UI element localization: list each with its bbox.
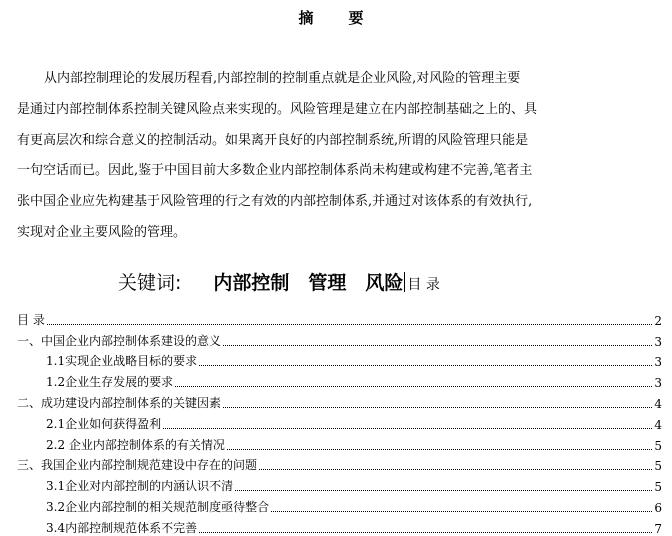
toc-entry-title: 二、成功建设内部控制体系的关键因素: [17, 395, 222, 410]
toc-leader: [163, 428, 652, 429]
toc-entry[interactable]: [17, 494, 662, 515]
abstract-line: 张中国企业应先构建基于风险管理的行之有效的内部控制体系,并通过对该体系的有效执行,: [17, 194, 533, 210]
toc-entry-title: 3.2企业内部控制的相关规范制度亟待整合: [46, 499, 270, 514]
toc-entry[interactable]: [17, 473, 662, 494]
toc-leader: [47, 324, 652, 325]
toc-entry[interactable]: [17, 453, 662, 474]
toc-entry-title: 2.1企业如何获得盈利: [46, 416, 162, 431]
toc-entry[interactable]: [17, 411, 662, 432]
toc-entry-title: 目 录: [17, 312, 45, 327]
toc-leader: [271, 511, 652, 512]
toc-leader: [175, 386, 652, 387]
toc-entry[interactable]: [17, 515, 662, 536]
keywords-label: 关键词:: [118, 272, 182, 294]
toc-entry-page: 5: [654, 459, 662, 474]
toc-entry-title: 1.1实现企业战略目标的要求: [46, 354, 198, 369]
toc-entry-page: 3: [654, 376, 662, 391]
toc-leader: [223, 407, 652, 408]
toc-leader: [235, 490, 652, 491]
abstract-line: 是通过内部控制体系控制关键风险点来实现的。风险管理是建立在内部控制基础之上的、具: [17, 101, 538, 117]
abstract-line: 一句空话而已。因此,鉴于中国目前大多数企业内部控制体系尚未构建或构建不完善,笔者主: [17, 163, 533, 179]
toc-leader: [259, 469, 652, 470]
toc-entry[interactable]: [17, 390, 662, 411]
toc-entry-page: 4: [654, 417, 662, 432]
toc-leader: [223, 345, 652, 346]
toc-entry[interactable]: [17, 432, 662, 453]
toc-entry-title: 2.2 企业内部控制体系的有关情况: [46, 437, 225, 452]
toc-heading-inline: 目 录: [407, 277, 440, 293]
toc-leader: [199, 365, 652, 366]
toc-entry[interactable]: [17, 307, 662, 328]
toc-leader: [199, 532, 652, 533]
toc-entry-title: 3.4内部控制规范体系不完善: [46, 520, 198, 535]
toc-entry[interactable]: [17, 328, 662, 349]
toc-entry-page: 6: [654, 500, 662, 515]
toc-entry-page: 3: [654, 355, 662, 370]
toc-entry-page: 3: [654, 334, 662, 349]
abstract-line: 有更高层次和综合意义的控制活动。如果离开良好的内部控制系统,所谓的风险管理只能是: [17, 132, 529, 148]
keywords-values: 内部控制 管理 风险: [213, 272, 404, 294]
abstract-line: 从内部控制理论的发展历程看,内部控制的控制重点就是企业风险,对风险的管理主要: [44, 71, 521, 86]
toc-entry-page: 5: [654, 480, 662, 495]
toc-entry-page: 5: [654, 438, 662, 453]
abstract-line: 实现对企业主要风险的管理。: [17, 224, 187, 240]
toc-entry-page: 7: [654, 521, 662, 536]
toc-entry-title: 一、中国企业内部控制体系建设的意义: [17, 333, 222, 348]
toc-entry[interactable]: [17, 349, 662, 370]
toc-entry-page: 2: [654, 313, 662, 328]
keywords-line: [118, 268, 440, 295]
table-of-contents: [17, 307, 662, 536]
toc-entry-title: 三、我国企业内部控制规范建设中存在的问题: [17, 458, 258, 473]
abstract-body: [17, 64, 583, 249]
text-cursor: [404, 272, 405, 292]
toc-entry-title: 3.1企业对内部控制的内涵认识不清: [46, 479, 234, 494]
page-title: 摘 要: [298, 9, 374, 27]
toc-entry-title: 1.2企业生存发展的要求: [46, 375, 174, 390]
toc-leader: [227, 449, 652, 450]
toc-entry-page: 4: [654, 396, 662, 411]
toc-entry[interactable]: [17, 369, 662, 390]
